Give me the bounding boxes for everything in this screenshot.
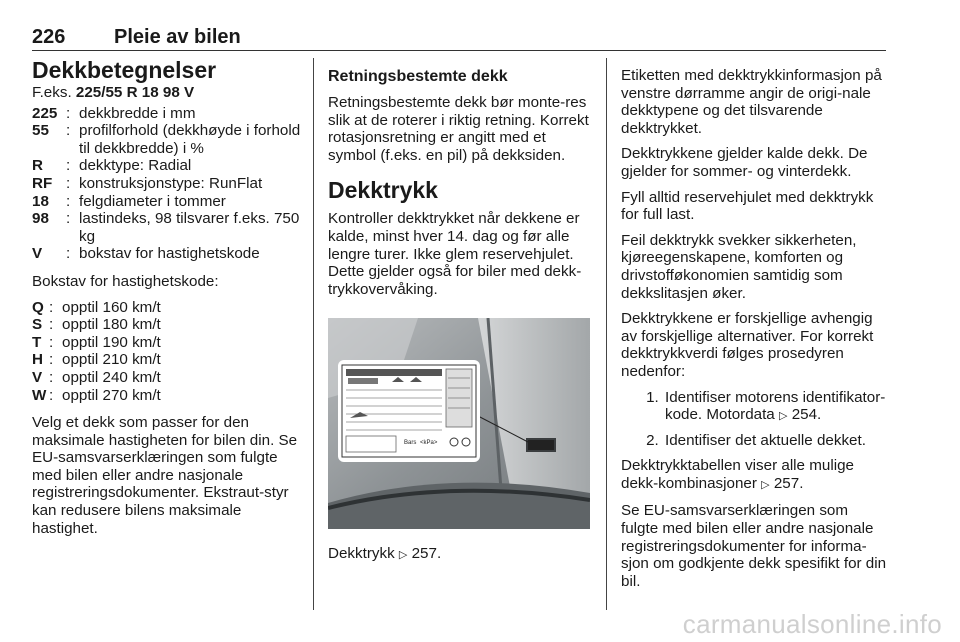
speed-desc: opptil 270 km/t [62, 386, 161, 404]
code-desc: dekkbredde i mm [79, 104, 196, 122]
step-text: Identifiser det aktuelle dekket. [665, 431, 866, 449]
cold-tires-paragraph: Dekktrykkene gjelder kalde dekk. De gjelder for sommer- og vinterdekk. [621, 145, 868, 180]
code-desc: dekktype: Radial [79, 157, 192, 175]
speed-advice-paragraph: Velg et dekk som passer for den maksimale hastigheten for bilen din. Se EU-samsvarserklæringen som fulgte med bilen eller andre nasjonale registreringsdokumenter. Ekstraut-styr kan redusere bilens maksimale hastighet. [32, 414, 298, 537]
code-key: 55 [32, 122, 49, 140]
code-desc: bokstav for hastighetskode [79, 245, 260, 263]
pressure-check-paragraph: Kontroller dekktrykket når dekkene er kalde, minst hver 14. dag og før alle lengre turer. Ikke glem reservehjulet. Dette gjelder også for biler med dekk-trykkovervåking. [328, 210, 582, 298]
page-header [32, 26, 886, 48]
code-key: 18 [32, 192, 49, 210]
list-item: 225 : dekkbredde i mm [32, 105, 304, 123]
speed-desc: opptil 210 km/t [62, 351, 161, 369]
list-item [663, 389, 889, 426]
column-divider-1 [313, 58, 314, 610]
section-heading-dekkbetegnelser: Dekkbetegnelser [32, 57, 217, 83]
figure-caption [328, 545, 441, 562]
figure-kpa-label: <kPa> [420, 440, 438, 446]
speed-key: V [32, 368, 43, 386]
label-info-paragraph: Etiketten med dekktrykkinformasjon på venstre dørramme angir de origi-nale dekktypene og det tilsvarende dekktrykket. [621, 67, 882, 137]
code-desc: felgdiameter i tommer [79, 192, 226, 210]
reference-arrow-icon: ▷ [761, 478, 770, 491]
procedure-steps [621, 389, 889, 450]
code-desc: profilforhold (dekkhøyde i forhold til dekkbredde) i % [79, 122, 301, 157]
step-text: Identifiser motorens identifikator-kode. Motordata [665, 388, 886, 424]
code-desc: konstruksjonstype: RunFlat [79, 174, 263, 192]
speed-key: S [32, 316, 43, 334]
right-column [621, 67, 889, 598]
list-item: H : opptil 210 km/t [32, 351, 304, 369]
list-item: V : bokstav for hastighetskode [32, 245, 304, 263]
code-key: R [32, 157, 43, 175]
options-paragraph: Dekktrykkene er forskjellige avhengig av forskjellige alternativer. For korrekt dekktrykkverdi følges prosedyren nedenfor: [621, 310, 874, 380]
tire-code-list [32, 105, 304, 263]
list-item: T : opptil 190 km/t [32, 334, 304, 352]
speed-key: W [32, 386, 47, 404]
list-item: V : opptil 240 km/t [32, 369, 304, 387]
middle-column [328, 67, 592, 306]
speed-code-list [32, 299, 304, 405]
example-code: 225/55 R 18 98 V [75, 84, 195, 101]
reference-arrow-icon: ▷ [398, 549, 408, 561]
section-heading-dekktrykk: Dekktrykk [328, 177, 438, 204]
code-key: 98 [32, 210, 49, 228]
code-desc: lastindeks, 98 tilsvarer f.eks. 750 kg [79, 210, 300, 245]
step-page-ref[interactable]: 254. [791, 406, 822, 424]
header-rule [32, 50, 886, 51]
speed-desc: opptil 240 km/t [62, 368, 161, 386]
list-item: S : opptil 180 km/t [32, 316, 304, 334]
table-ref-text: Dekktrykktabellen viser alle mulige dekk-kombinasjoner [621, 457, 854, 492]
list-item: W : opptil 270 km/t [32, 387, 304, 405]
eu-declaration-paragraph: Se EU-samsvarserklæringen som fulgte med bilen eller andre nasjonale registreringsdokumenter for informa-sjon om godkjente dekk spesifikt for din bil. [621, 502, 887, 590]
speed-key: Q [32, 298, 44, 316]
speed-key: H [32, 351, 43, 369]
code-key: V [32, 245, 43, 263]
example-line [32, 84, 304, 102]
list-item: R : dekktype: Radial [32, 157, 304, 175]
watermark: carmanualsonline.info [682, 609, 942, 639]
wrong-pressure-paragraph: Feil dekktrykk svekker sikkerheten, kjøreegenskapene, komforten og drivstofføkonomien samtidig som dekkslitasjen øker. [621, 231, 857, 302]
directional-tires-paragraph: Retningsbestemte dekk bør monte-res slik at de roterer i riktig retning. Korrekt rotasjonsretning er angitt med et symbol (f.eks. en pil) på dekksiden. [328, 94, 589, 164]
table-ref-paragraph [621, 457, 889, 494]
reference-arrow-icon: ▷ [779, 410, 788, 423]
speed-desc: opptil 190 km/t [62, 333, 161, 351]
caption-page-ref[interactable]: 257. [411, 545, 442, 562]
speed-desc: opptil 160 km/t [62, 298, 161, 316]
example-prefix: F.eks. [32, 84, 72, 101]
column-divider-2 [606, 58, 607, 610]
speed-key: T [32, 333, 42, 351]
list-item: Q : opptil 160 km/t [32, 299, 304, 317]
list-item: 18 : felgdiameter i tommer [32, 193, 304, 211]
subheading-retningsbestemte-dekk: Retningsbestemte dekk [328, 68, 508, 85]
list-item: 98 : lastindeks, 98 tilsvarer f.eks. 750 kg [32, 210, 304, 245]
caption-text: Dekktrykk [328, 545, 395, 562]
left-column [32, 56, 304, 545]
list-item: 55 : profilforhold (dekkhøyde i forhold til dekkbredde) i % [32, 122, 304, 157]
tire-pressure-label-illustration [328, 318, 590, 529]
code-key: 225 [32, 104, 58, 122]
list-item: RF : konstruksjonstype: RunFlat [32, 175, 304, 193]
list-item [663, 432, 889, 450]
page-number: 226 [32, 26, 66, 48]
figure-bars-label: Bars [404, 440, 417, 446]
table-page-ref[interactable]: 257. [773, 474, 804, 492]
speed-desc: opptil 180 km/t [62, 316, 161, 334]
running-title: Pleie av bilen [114, 26, 241, 48]
spare-wheel-paragraph: Fyll alltid reservehjulet med dekktrykk for full last. [621, 188, 874, 224]
door-frame-drawing [328, 318, 590, 529]
code-key: RF [32, 174, 53, 192]
speed-code-intro: Bokstav for hastighetskode: [32, 272, 219, 290]
